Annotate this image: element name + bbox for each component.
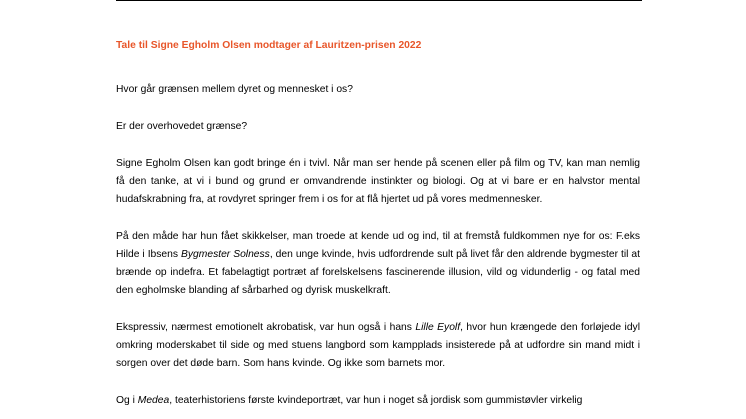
paragraph-4-text-start: Og i (116, 395, 138, 406)
paragraph-4 (116, 392, 640, 410)
paragraph-3-text-start: Ekspressiv, nærmest emotionelt akrobatisk, var hun også i hans (116, 322, 416, 333)
question-1: Hvor går grænsen mellem dyret og mennesket i os? (116, 84, 353, 95)
document-title: Tale til Signe Egholm Olsen modtager af Lauritzen-prisen 2022 (116, 40, 422, 51)
paragraph-3-play-title: Lille Eyolf (415, 322, 461, 333)
paragraph-2-text-end: , den unge kvinde, hvis udfordrende sult på livet får den aldrende bygmester til at brænde op indefra. Et fabelagtigt portræt af forelskelsens fascinerende illusion, vild og vidunderlig - og fatal med den egholmske blanding af sårbarhed og dyrisk muskelkraft. (116, 249, 640, 296)
document-body (116, 39, 640, 410)
paragraph-4-text-end: , teaterhistoriens første kvindeportræt, var hun i noget så jordisk som gummistøvler virkelig (169, 395, 583, 406)
paragraph-4-play-title: Medea (137, 395, 170, 406)
question-2: Er der overhovedet grænse? (116, 121, 248, 132)
paragraph-2-text-start: På den måde har hun fået skikkelser, man troede at kende ud og ind, til at fremstå fuldkommen nye for os: F.eks Hilde i Ibsens (116, 231, 640, 260)
paragraph-2 (116, 228, 640, 300)
paragraph-3 (116, 319, 640, 373)
paragraph-3-text-end: , hvor hun krængede den forløjede idyl omkring moderskabet til side og med stuens langbord som kampplads insisterede på at udfordre sin mand midt i sorgen over det døde barn. Som hans kvinde. Og ikke som barnets mor. (116, 322, 640, 369)
top-divider (116, 0, 642, 1)
paragraph-2-play-title: Bygmester Solness (181, 249, 270, 260)
paragraph-1: Signe Egholm Olsen kan godt bringe én i tvivl. Når man ser hende på scenen eller på film og TV, kan man nemlig få den tanke, at vi i bund og grund er omvandrende instinkter og biologi. Og at vi bare er en halvstor mental hudafskrabning fra, at rovdyret springer frem i os for at flå hjertet ud på vores medmennesker. (116, 158, 640, 205)
